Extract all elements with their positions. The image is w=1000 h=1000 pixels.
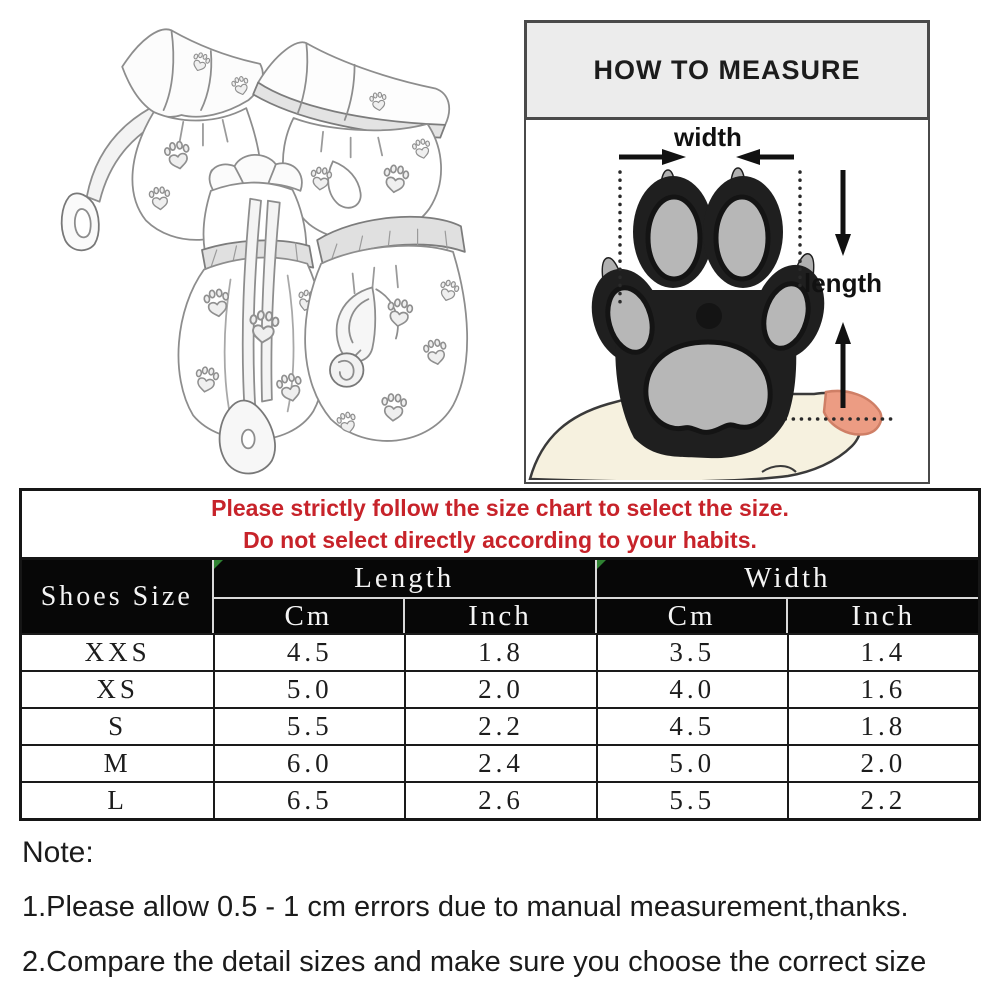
- paw-diagram-drawing: [526, 120, 928, 480]
- note-item-1: 1.Please allow 0.5 - 1 cm errors due to manual measurement,thanks.: [22, 891, 909, 923]
- length-cm-cell: 6.0: [213, 744, 404, 781]
- length-cm-cell: 5.0: [213, 670, 404, 707]
- width-cm-cell: 3.5: [596, 633, 787, 670]
- size-chart-body: [22, 633, 978, 818]
- header-length-inch: Inch: [405, 599, 595, 633]
- header-length: Length: [214, 560, 595, 597]
- width-cm-cell: 4.5: [596, 707, 787, 744]
- length-inch-cell: 2.4: [404, 744, 595, 781]
- size-cell: M: [22, 744, 213, 781]
- width-cm-cell: 5.0: [596, 744, 787, 781]
- width-inch-cell: 2.0: [787, 744, 978, 781]
- width-inch-cell: 1.4: [787, 633, 978, 670]
- size-warning-line-2: Do not select directly according to your habits.: [243, 527, 757, 553]
- how-to-measure-panel: [524, 20, 930, 484]
- length-cm-cell: 4.5: [213, 633, 404, 670]
- bootie-front-right: [305, 217, 467, 441]
- paw-measure-diagram: [524, 120, 930, 484]
- width-inch-cell: 1.8: [787, 707, 978, 744]
- width-cm-cell: 4.0: [596, 670, 787, 707]
- product-sketch: [8, 2, 520, 488]
- note-item-2: 2.Compare the detail sizes and make sure you choose the correct size: [22, 946, 927, 978]
- width-inch-cell: 1.6: [787, 670, 978, 707]
- length-cm-cell: 5.5: [213, 707, 404, 744]
- header-width-inch: Inch: [788, 599, 978, 633]
- length-inch-cell: 2.6: [404, 781, 595, 818]
- size-warning-line-1: Please strictly follow the size chart to select the size.: [211, 495, 789, 521]
- length-label: length: [804, 268, 882, 298]
- size-cell: S: [22, 707, 213, 744]
- notes-heading: Note:: [22, 836, 94, 869]
- header-length-cm: Cm: [214, 599, 404, 633]
- length-inch-cell: 1.8: [404, 633, 595, 670]
- size-chart-header: [22, 560, 978, 633]
- length-inch-cell: 2.2: [404, 707, 595, 744]
- length-cm-cell: 6.5: [213, 781, 404, 818]
- size-cell: XXS: [22, 633, 213, 670]
- width-cm-cell: 5.5: [596, 781, 787, 818]
- size-cell: L: [22, 781, 213, 818]
- length-inch-cell: 2.0: [404, 670, 595, 707]
- width-label: width: [674, 122, 742, 152]
- header-width: Width: [597, 560, 978, 597]
- dog-shoes-sketch-illustration: [8, 2, 520, 488]
- header-shoes-size: Shoes Size: [22, 560, 212, 633]
- width-inch-cell: 2.2: [787, 781, 978, 818]
- notes-section: [22, 836, 990, 1000]
- size-warning-banner: [22, 491, 978, 560]
- size-chart-table: [19, 488, 981, 821]
- size-cell: XS: [22, 670, 213, 707]
- how-to-measure-title: HOW TO MEASURE: [524, 20, 930, 120]
- header-width-cm: Cm: [597, 599, 787, 633]
